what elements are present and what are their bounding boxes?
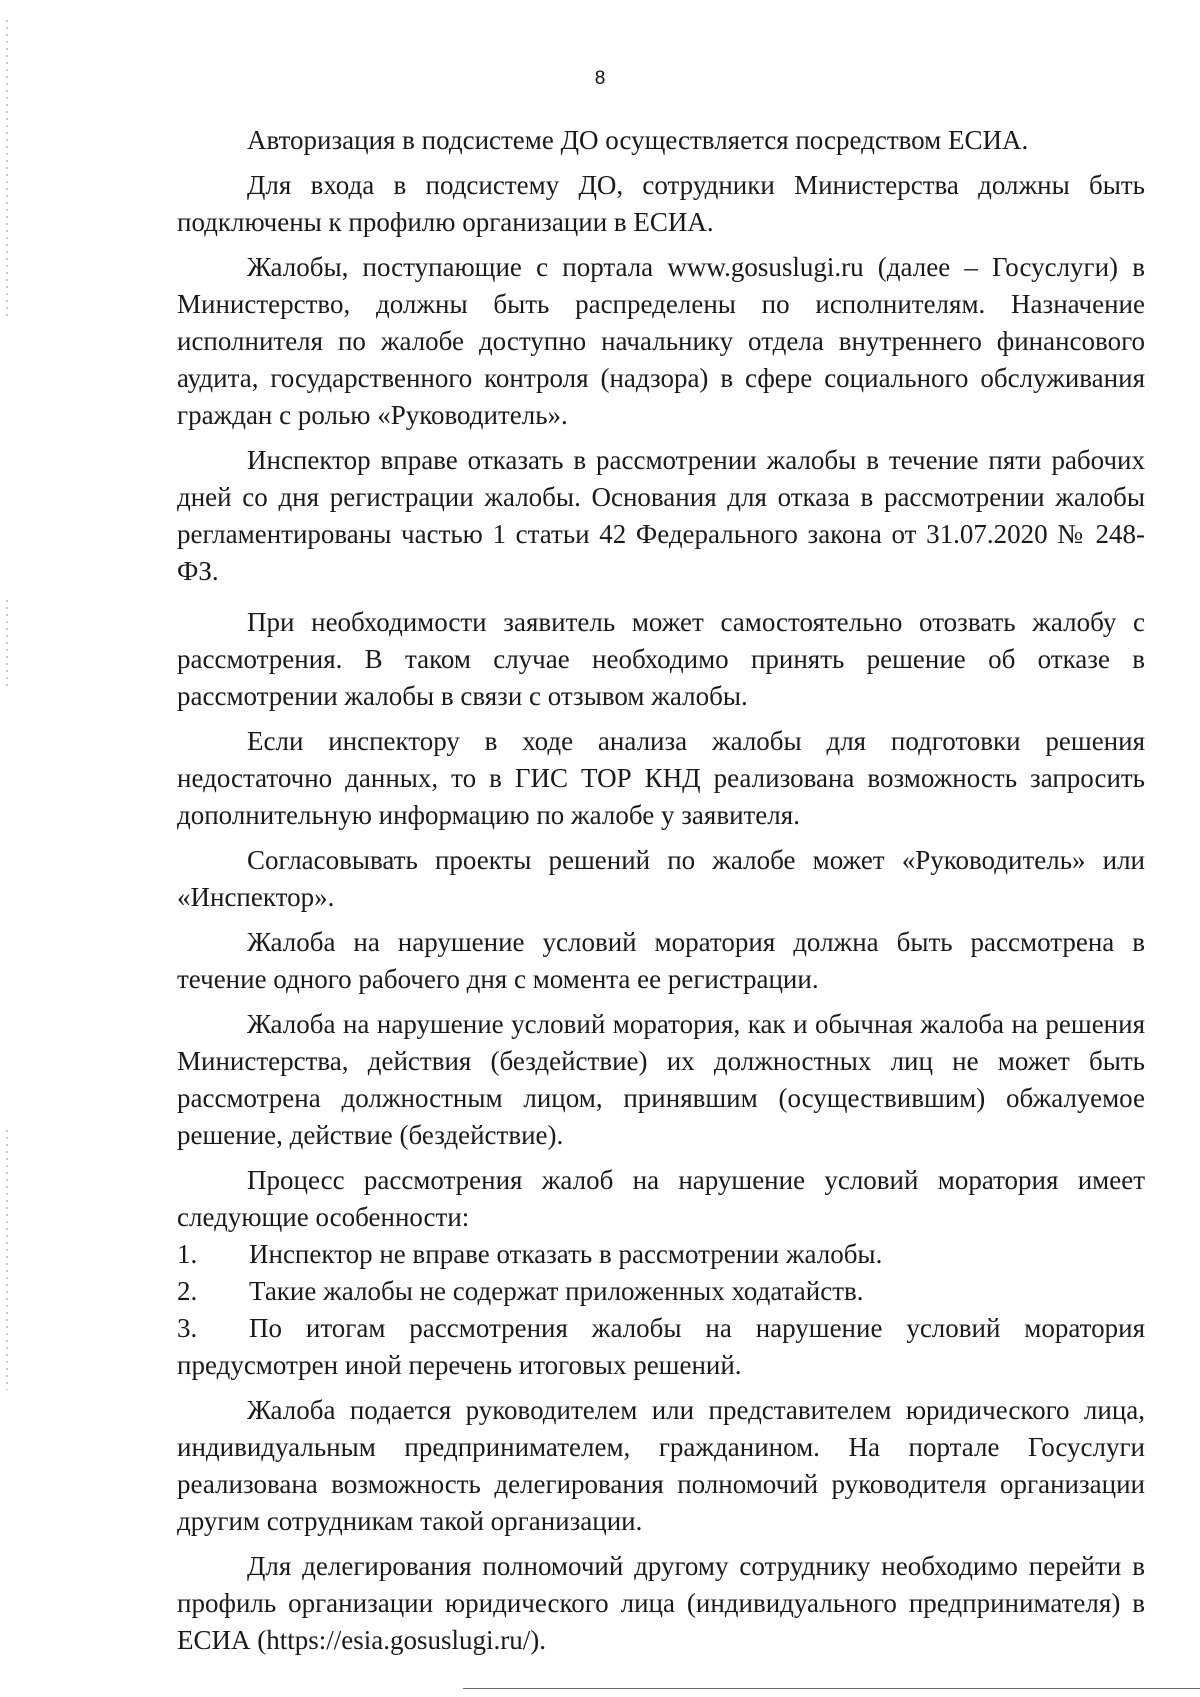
list-item-number: 3. [177,1313,198,1343]
paragraph: Инспектор вправе отказать в рассмотрении жалобы в течение пяти рабочих дней со дня регистрации жалобы. Основания для отказа в рассмотрении жалобы регламентированы частью 1 статьи 42 Федерального закона от 31.07.2020 № 248-ФЗ. [177,445,1145,586]
paragraph: Для входа в подсистему ДО, сотрудники Министерства должны быть подключены к профилю организации в ЕСИА. [177,170,1145,237]
list-item-number: 2. [177,1276,198,1306]
paragraph: Процесс рассмотрения жалоб на нарушение условий моратория имеет следующие особенности: [177,1165,1145,1232]
paragraph: При необходимости заявитель может самостоятельно отозвать жалобу с рассмотрения. В таком случае необходимо принять решение об отказе в рассмотрении жалобы в связи с отзывом жалобы. [177,607,1145,711]
paragraph: Согласовывать проекты решений по жалобе может «Руководитель» или «Инспектор». [177,845,1145,912]
list-item-text: Такие жалобы не содержат приложенных ходатайств. [249,1276,864,1306]
scan-edge-speckle [6,20,8,320]
page-number: 8 [594,68,606,89]
paragraph: Жалоба на нарушение условий моратория, как и обычная жалоба на решения Министерства, действия (бездействие) их должностных лиц не может быть рассмотрена должностным лицом, принявшим (осуществившим) обжалуемое решение, действие (бездействие). [177,1009,1145,1150]
scan-bottom-edge [463,1688,1200,1689]
list-item [177,1310,1145,1384]
document-body [177,122,1145,1659]
numbered-list [177,1236,1145,1384]
paragraph: Жалобы, поступающие с портала www.gosuslugi.ru (далее – Госуслуги) в Министерство, должны быть распределены по исполнителям. Назначение исполнителя по жалобе доступно начальнику отдела внутреннего финансового аудита, государственного контроля (надзора) в сфере социального обслуживания граждан с ролью «Руководитель». [177,252,1145,430]
list-item-text: Инспектор не вправе отказать в рассмотрении жалобы. [249,1239,883,1269]
paragraph: Для делегирования полномочий другому сотруднику необходимо перейти в профиль организации юридического лица (индивидуального предпринимателя) в ЕСИА (https://esia.gosuslugi.ru/). [177,1551,1145,1655]
list-item [177,1236,1145,1273]
paragraph: Авторизация в подсистеме ДО осуществляется посредством ЕСИА. [247,125,1029,155]
list-item-text: По итогам рассмотрения жалобы на нарушение условий моратория предусмотрен иной перечень итоговых решений. [177,1313,1145,1380]
scan-edge-speckle [6,1130,8,1390]
scan-edge-speckle [6,600,8,690]
list-item [177,1273,1145,1310]
paragraph: Если инспектору в ходе анализа жалобы для подготовки решения недостаточно данных, то в ГИС ТОР КНД реализована возможность запросить дополнительную информацию по жалобе у заявителя. [177,726,1145,830]
paragraph: Жалоба подается руководителем или представителем юридического лица, индивидуальным предпринимателем, гражданином. На портале Госуслуги реализована возможность делегирования полномочий руководителя организации другим сотрудникам такой организации. [177,1395,1145,1536]
paragraph: Жалоба на нарушение условий моратория должна быть рассмотрена в течение одного рабочего дня с момента ее регистрации. [177,927,1145,994]
list-item-number: 1. [177,1239,198,1269]
